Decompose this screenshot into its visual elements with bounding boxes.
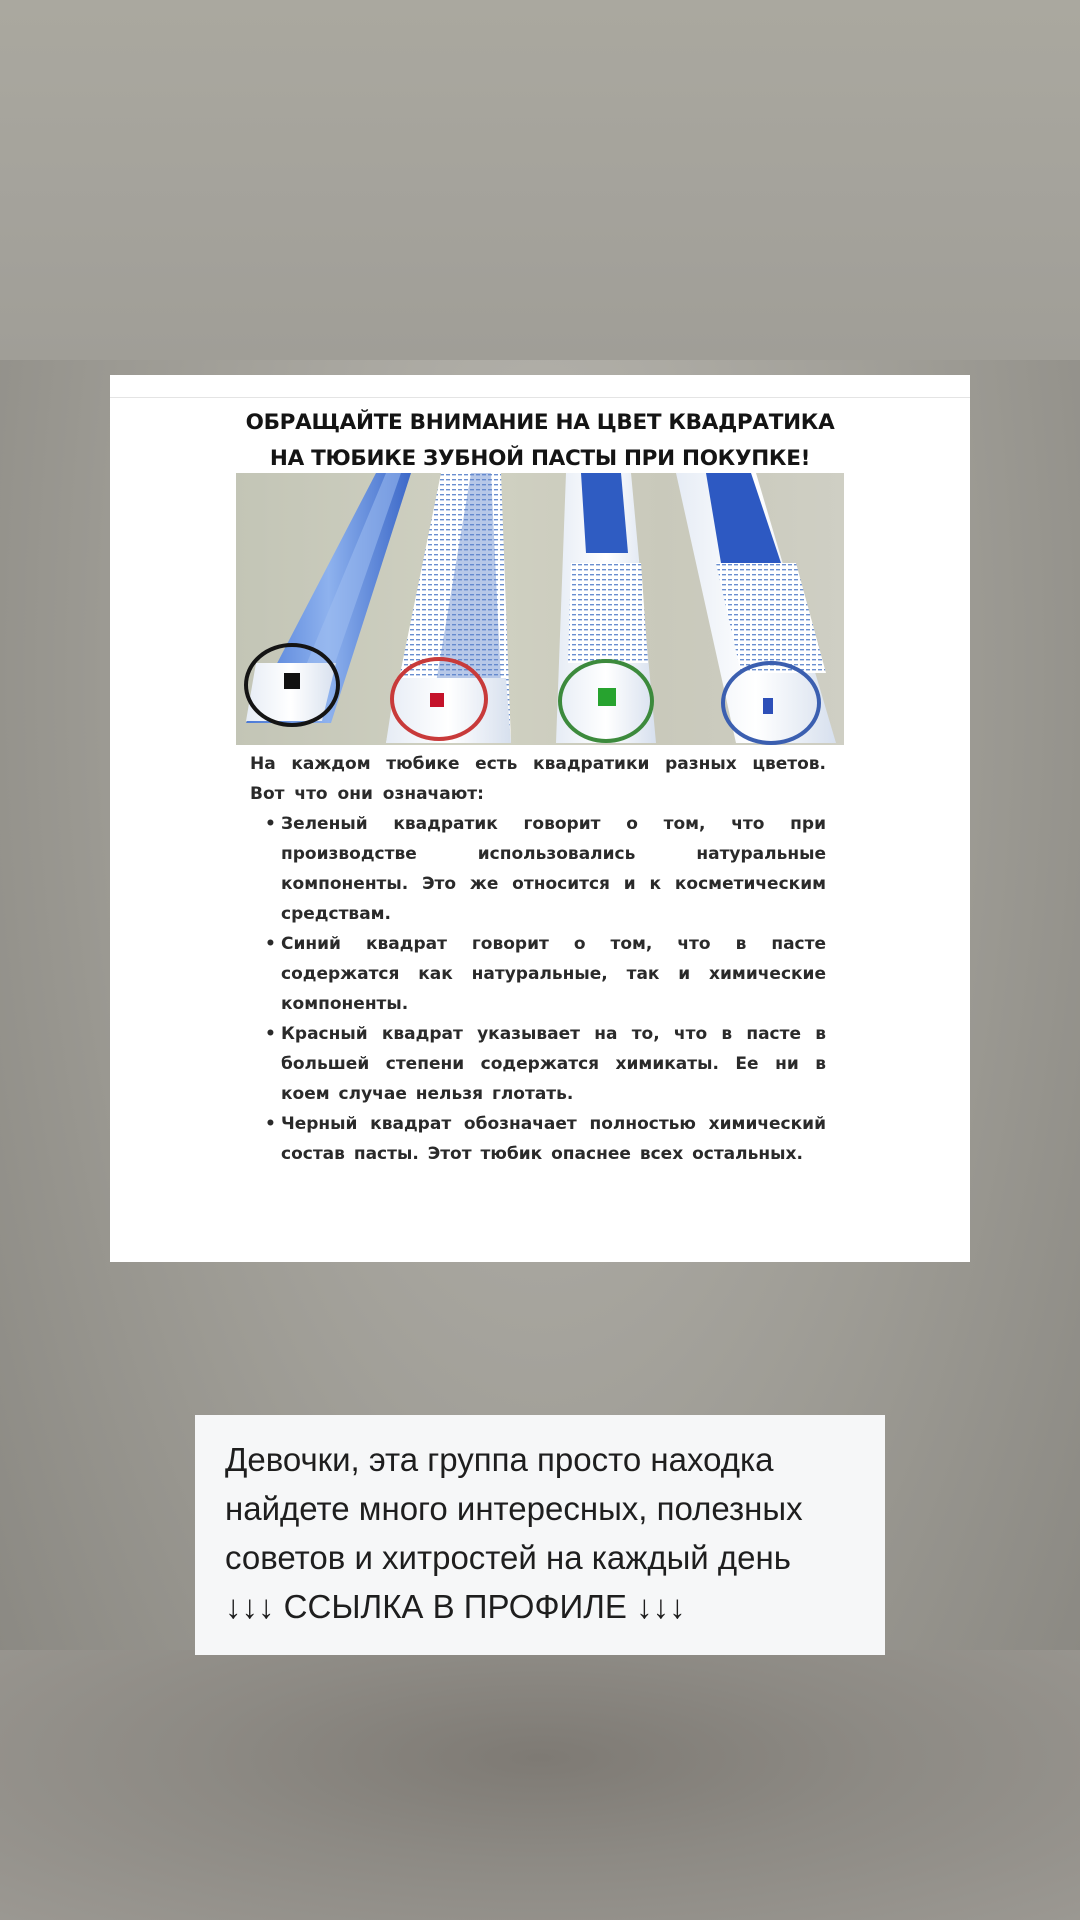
card-title (230, 405, 850, 477)
list-item-text: Синий квадрат говорит о том, что в пасте содержатся как натуральные, так и химические компоненты. (281, 934, 826, 1014)
list-item-green (250, 809, 826, 929)
caption-line-3: советов и хитростей на каждый день (225, 1539, 791, 1576)
card-title-line-1: ОБРАЩАЙТЕ ВНИМАНИЕ НА ЦВЕТ КВАДРАТИКА (245, 410, 835, 435)
caption-line-1: Девочки, эта группа просто находка (225, 1441, 774, 1478)
background-blur-bottom (0, 1650, 1080, 1920)
list-item-text: Черный квадрат обозначает полностью химический состав пасты. Этот тюбик опаснее всех остальных. (281, 1114, 826, 1164)
toothpaste-tubes-photo (236, 473, 844, 745)
bullet-dot: • (265, 934, 276, 954)
info-card (110, 375, 970, 1262)
bullet-dot: • (265, 1114, 276, 1134)
background-blur-top (0, 0, 1080, 360)
list-item-blue (250, 929, 826, 1019)
bullet-dot: • (265, 1024, 276, 1044)
meaning-list (250, 809, 826, 1169)
card-body (250, 743, 826, 1169)
intro-text: На каждом тюбике есть квадратики разных цветов. Вот что они означают: (250, 754, 826, 804)
list-item-text: Зеленый квадратик говорит о том, что при производстве использовались натуральные компоненты. Это же относится и к косметическим средствам. (281, 814, 826, 924)
tube-blue (676, 473, 836, 743)
tube-green (556, 473, 656, 743)
caption-link-line: ↓↓↓ ССЫЛКА В ПРОФИЛЕ ↓↓↓ (225, 1588, 686, 1625)
list-item-red (250, 1019, 826, 1109)
tube-red (386, 473, 511, 743)
tube-black (246, 473, 411, 725)
card-divider (110, 397, 970, 398)
card-title-line-2: НА ТЮБИКЕ ЗУБНОЙ ПАСТЫ ПРИ ПОКУПКЕ! (269, 446, 811, 471)
bullet-dot: • (265, 814, 276, 834)
list-item-black (250, 1109, 826, 1169)
story-caption (195, 1415, 885, 1655)
caption-line-2: найдете много интересных, полезных (225, 1490, 803, 1527)
list-item-text: Красный квадрат указывает на то, что в пасте в большей степени содержатся химикаты. Ее ни в коем случае нельзя глотать. (281, 1024, 826, 1104)
